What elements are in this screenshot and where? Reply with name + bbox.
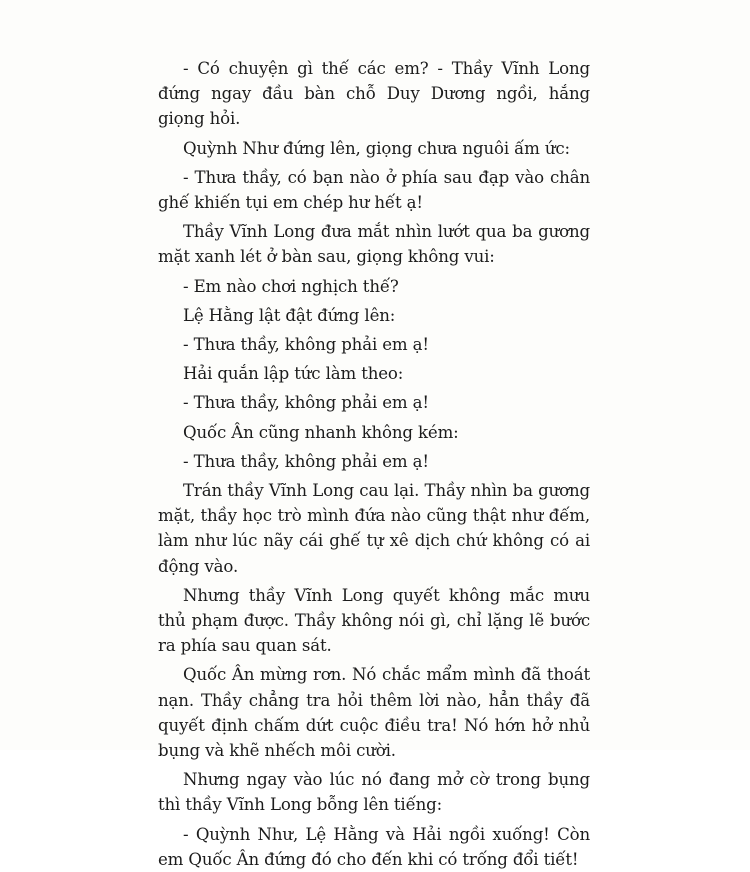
paragraph: Nhưng ngay vào lúc nó đang mở cờ trong bụng thì thầy Vĩnh Long bỗng lên tiếng: <box>158 770 590 815</box>
paragraph: Thầy Vĩnh Long đưa mắt nhìn lướt qua ba gương mặt xanh lét ở bàn sau, giọng không vui: <box>158 222 590 267</box>
paragraph: Lệ Hằng lật đật đứng lên: <box>183 305 396 325</box>
paragraph: Quốc Ân cũng nhanh không kém: <box>183 422 459 442</box>
paragraph: Quốc Ân mừng rơn. Nó chắc mẩm mình đã thoát nạn. Thầy chẳng tra hỏi thêm lời nào, hẳn thầy đã quyết định chấm dứt cuộc điều tra! Nó hớn hở nhủ bụng và khẽ nhếch môi cười. <box>158 665 590 761</box>
paragraph: - Em nào chơi nghịch thế? <box>183 276 399 296</box>
paragraph: - Thưa thầy, không phải em ạ! <box>183 451 429 471</box>
paragraph: Nhưng thầy Vĩnh Long quyết không mắc mưu thủ phạm được. Thầy không nói gì, chỉ lặng lẽ bước ra phía sau quan sát. <box>158 585 590 656</box>
paragraph: Hải quắn lập tức làm theo: <box>183 364 404 384</box>
paragraph: Trán thầy Vĩnh Long cau lại. Thầy nhìn ba gương mặt, thầy học trò mình đứa nào cũng thật như đếm, làm như lúc nãy cái ghế tự xê dịch chứ không có ai động vào. <box>158 481 590 576</box>
paragraph: - Thưa thầy, không phải em ạ! <box>183 335 429 355</box>
paragraph: - Thưa thầy, không phải em ạ! <box>183 393 429 413</box>
paragraph: - Quỳnh Như, Lệ Hằng và Hải ngồi xuống! Còn em Quốc Ân đứng đó cho đến khi có trống đổi tiết! <box>158 824 590 869</box>
paragraph: - Thưa thầy, có bạn nào ở phía sau đạp vào chân ghế khiến tụi em chép hư hết ạ! <box>158 167 590 213</box>
paragraph: - Có chuyện gì thế các em? - Thầy Vĩnh Long đứng ngay đầu bàn chỗ Duy Dương ngồi, hắng giọng hỏi. <box>158 59 590 129</box>
paragraph: Quỳnh Như đứng lên, giọng chưa nguôi ấm ức: <box>183 138 570 158</box>
page-text <box>158 56 590 872</box>
